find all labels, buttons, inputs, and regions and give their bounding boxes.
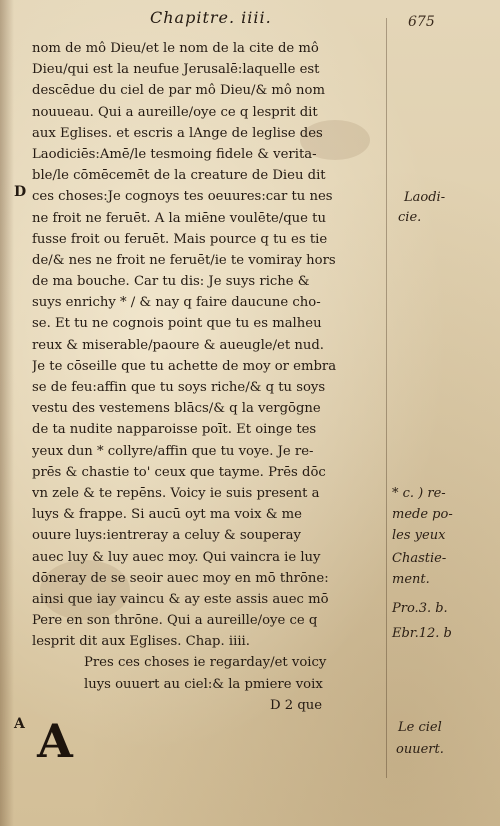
text-line: ainsi que iay vaincu & ay este assis auec mō xyxy=(32,591,329,607)
margin-note-ciel-ouuert: ouuert. xyxy=(396,742,444,757)
text-line: aux Eglises. et escris a lAnge de leglise des xyxy=(32,125,323,141)
page-gutter-shadow xyxy=(0,0,14,826)
text-line: prēs & chastie to' ceux que tayme. Prēs dōc xyxy=(32,464,326,480)
margin-note-chastiement: Chastie- xyxy=(392,551,447,566)
running-header: Chapitre. iiii. xyxy=(150,8,272,27)
margin-note-collyre: * c. ) re- xyxy=(392,486,446,501)
text-line: lesprit dit aux Eglises. Chap. iiii. xyxy=(32,634,250,650)
margin-note-reference: Pro.3. b. xyxy=(392,601,448,616)
text-line: Pres ces choses ie regarday/et voicy xyxy=(84,655,327,671)
margin-note-reference: Ebr.12. b xyxy=(392,626,452,641)
text-line: vn zele & te repēns. Voicy ie suis present a xyxy=(32,485,320,501)
text-line: luys & frappe. Si aucū oyt ma voix & me xyxy=(32,507,302,523)
text-line: nom de mô Dieu/et le nom de la cite de mô xyxy=(32,41,319,56)
text-line: dōneray de se seoir auec moy en mō thrōne: xyxy=(32,570,329,586)
text-line: suys enrichy * / & nay q faire daucune cho- xyxy=(32,295,321,311)
margin-note-laodicie: cie. xyxy=(398,210,422,225)
text-line: de ma bouche. Car tu dis: Je suys riche & xyxy=(32,274,310,290)
text-line: reux & miserable/paoure & aueugle/et nud. xyxy=(32,337,324,353)
margin-note-chastiement: ment. xyxy=(392,572,430,587)
text-line: ble/le cōmēcemēt de la creature de Dieu dit xyxy=(32,168,326,184)
text-line: Dieu/qui est la neufue Jerusalē:laquelle est xyxy=(32,62,320,78)
folio-number: 675 xyxy=(408,14,435,30)
margin-note-collyre: les yeux xyxy=(392,528,446,543)
paragraph-marker: D xyxy=(14,184,27,200)
catchword-line: D 2 que xyxy=(270,697,323,713)
text-line: yeux dun * collyre/affin que tu voye. Je re- xyxy=(32,443,314,459)
text-line: se. Et tu ne cognois point que tu es malheu xyxy=(32,316,322,332)
text-line: ne froit ne feruēt. A la miēne voulēte/que tu xyxy=(32,210,326,226)
text-line: vestu des vestemens blācs/& q la vergōgne xyxy=(32,401,321,417)
text-line: nouueau. Qui a aureille/oye ce q lesprit dit xyxy=(32,104,318,120)
main-text-column xyxy=(32,38,384,716)
paragraph-marker: A xyxy=(14,716,25,732)
text-line: Pere en son thrōne. Qui a aureille/oye ce q xyxy=(32,613,318,629)
drop-capital: A xyxy=(37,714,73,768)
text-line: de/& nes ne froit ne feruēt/ie te vomiray hors xyxy=(32,252,336,268)
text-line: Laodiciēs:Amē/le tesmoing fidele & verita- xyxy=(32,146,317,162)
text-line: descēdue du ciel de par mô Dieu/& mô nom xyxy=(32,83,325,99)
margin-note-ciel-ouuert: Le ciel xyxy=(398,720,442,735)
margin-note-laodicie: Laodi- xyxy=(404,190,446,205)
text-line: ouure luys:ientreray a celuy & souperay xyxy=(32,528,301,544)
text-line: de ta nudite napparoisse poīt. Et oinge tes xyxy=(32,422,317,438)
text-line: se de feu:affin que tu soys riche/& q tu soys xyxy=(32,380,326,395)
margin-note-collyre: mede po- xyxy=(392,507,453,522)
column-rule xyxy=(386,18,387,778)
text-line: Je te cōseille que tu achette de moy or embra xyxy=(32,358,337,374)
text-line: luys ouuert au ciel:& la pmiere voix xyxy=(84,676,323,692)
text-line: fusse froit ou feruēt. Mais pource q tu es tie xyxy=(32,231,328,247)
text-line: ces choses:Je cognoys tes oeuures:car tu nes xyxy=(32,189,333,205)
text-line: auec luy & luy auec moy. Qui vaincra ie luy xyxy=(32,549,321,565)
